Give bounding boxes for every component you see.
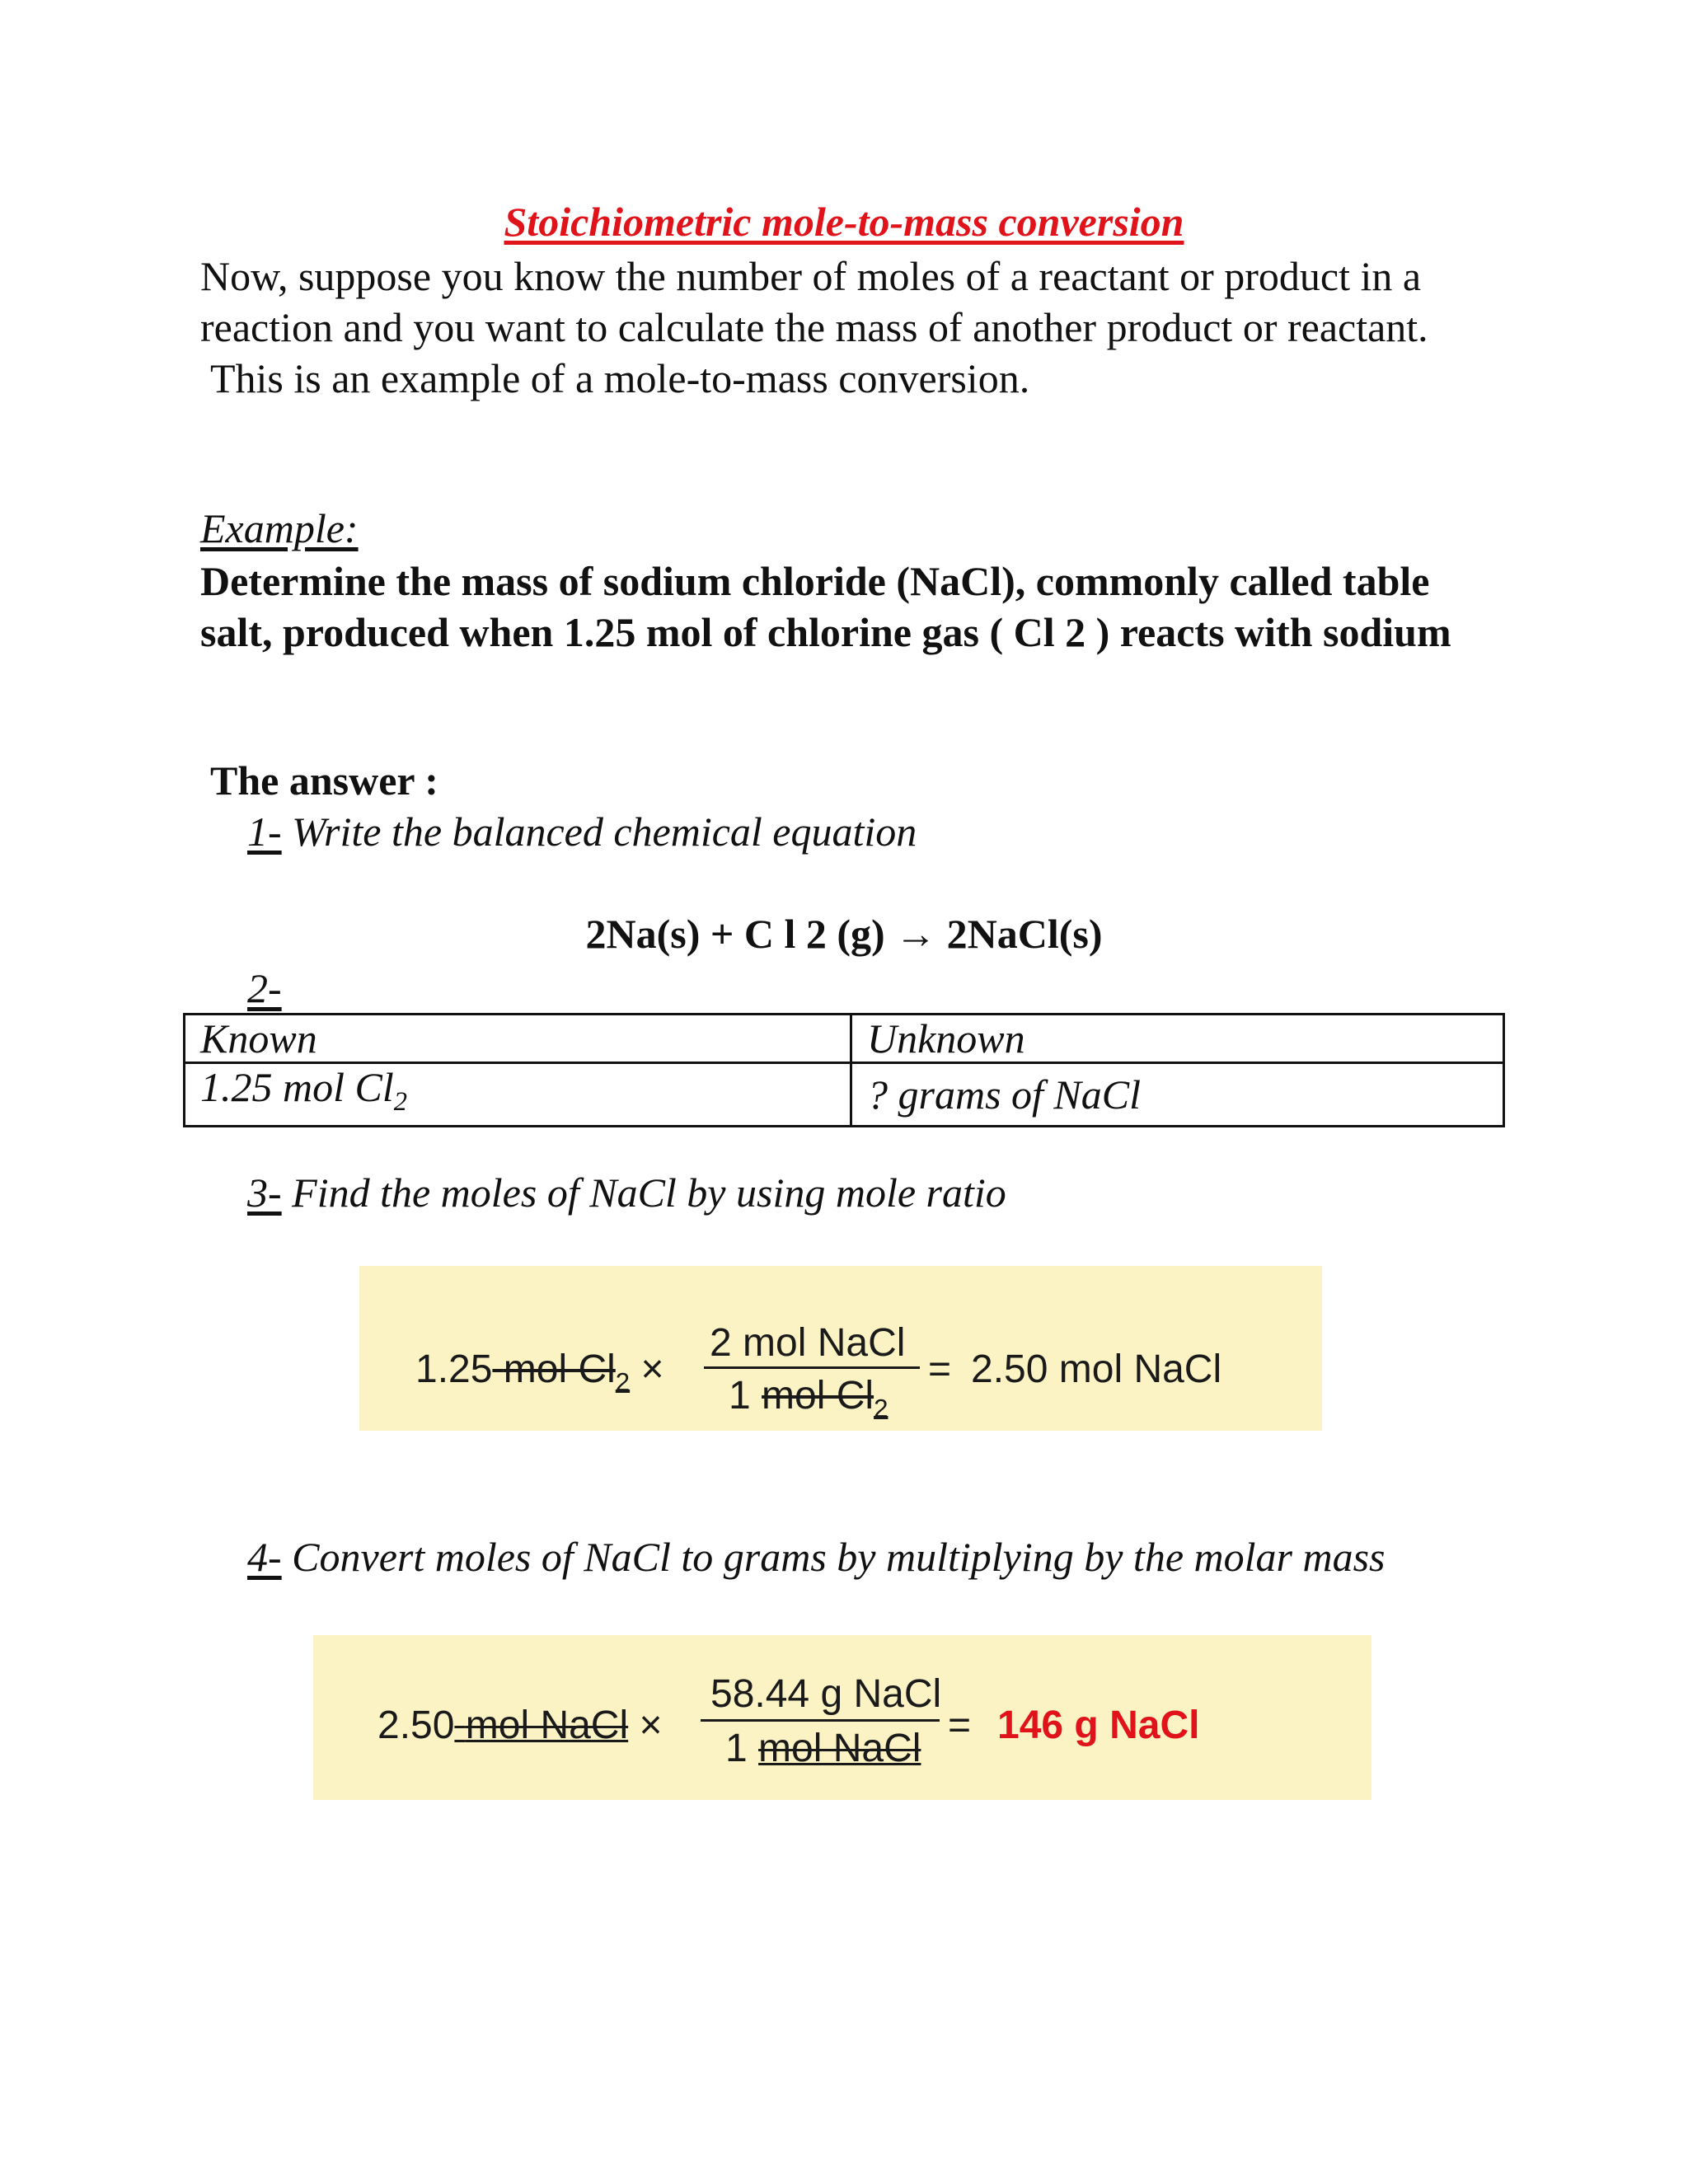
calc2-denominator: 1 mol NaCl bbox=[725, 1727, 921, 1770]
answer-label: The answer : bbox=[210, 757, 438, 804]
cell-known-subscript: 2 bbox=[393, 1087, 407, 1117]
calc2-numerator: 58.44 g NaCl bbox=[710, 1672, 942, 1716]
step-3-text: Find the moles of NaCl by using mole ratio bbox=[281, 1169, 1006, 1216]
calc2-cancelled-unit: mol NaCl bbox=[465, 1704, 629, 1747]
cell-unknown: ? grams of NaCl bbox=[851, 1063, 1504, 1127]
intro-example-text: This is an example of a mole-to-mass conversion. bbox=[210, 355, 1030, 401]
step-4-text: Convert moles of NaCl to grams by multiplying by the molar mass bbox=[281, 1534, 1386, 1580]
example-label: Example: bbox=[200, 505, 359, 551]
header-unknown: Unknown bbox=[851, 1015, 1504, 1063]
cell-known bbox=[185, 1063, 851, 1127]
calc2-times: × bbox=[639, 1704, 663, 1747]
calc1-cancelled-unit: mol $Cl_2$ bbox=[503, 1347, 631, 1397]
calc1-denominator: 1 mol $Cl_2$ bbox=[729, 1374, 889, 1423]
step-4 bbox=[247, 1533, 1386, 1581]
step-3 bbox=[247, 1169, 1006, 1216]
mole-ratio-calculation bbox=[359, 1266, 1322, 1431]
calc1-quantity: 1.25 bbox=[415, 1347, 493, 1391]
calc1-left bbox=[415, 1347, 664, 1398]
calc2-left bbox=[377, 1703, 663, 1748]
page-title: Stoichiometric mole-to-mass conversion bbox=[504, 199, 1184, 245]
calc2-quantity: 2.50 bbox=[377, 1704, 455, 1747]
calc1-result: 2.50 mol NaCl bbox=[971, 1347, 1222, 1391]
balanced-equation: 2Na(s) + C l 2 (g) → 2NaCl(s) bbox=[585, 911, 1103, 957]
intro-text: Now, suppose you know the number of moles of a reactant or product in a reaction and you want to calculate the mass of another product or reactant. bbox=[200, 253, 1428, 350]
molar-mass-calculation bbox=[313, 1635, 1372, 1800]
calc1-fraction-line bbox=[704, 1366, 920, 1369]
header-known: Known bbox=[185, 1015, 851, 1063]
step-1 bbox=[247, 808, 917, 855]
step-1-text: Write the balanced chemical equation bbox=[281, 808, 917, 855]
calc2-equals: = bbox=[948, 1704, 972, 1747]
calc1-numerator: 2 mol NaCl bbox=[710, 1321, 906, 1365]
table-row bbox=[185, 1063, 1504, 1127]
table-header-row bbox=[185, 1015, 1504, 1063]
calc1-times: × bbox=[640, 1347, 664, 1391]
step-2-number: 2- bbox=[247, 965, 282, 1011]
calc2-fraction-line bbox=[701, 1719, 940, 1722]
step-1-number: 1- bbox=[247, 808, 282, 855]
calc1-equals: = bbox=[928, 1347, 952, 1391]
step-3-number: 3- bbox=[247, 1169, 282, 1216]
example-question: Determine the mass of sodium chloride (NaCl), commonly called table salt, produced when 1.25 mol of chlorine gas ( Cl 2 ) reacts with sodium bbox=[200, 558, 1451, 655]
calc2-result: 146 g NaCl bbox=[997, 1704, 1200, 1747]
known-unknown-table bbox=[183, 1013, 1505, 1127]
step-4-number: 4- bbox=[247, 1534, 282, 1580]
intro-paragraph bbox=[200, 251, 1486, 404]
step-2 bbox=[247, 964, 282, 1012]
cell-known-text: 1.25 mol Cl bbox=[200, 1064, 394, 1110]
